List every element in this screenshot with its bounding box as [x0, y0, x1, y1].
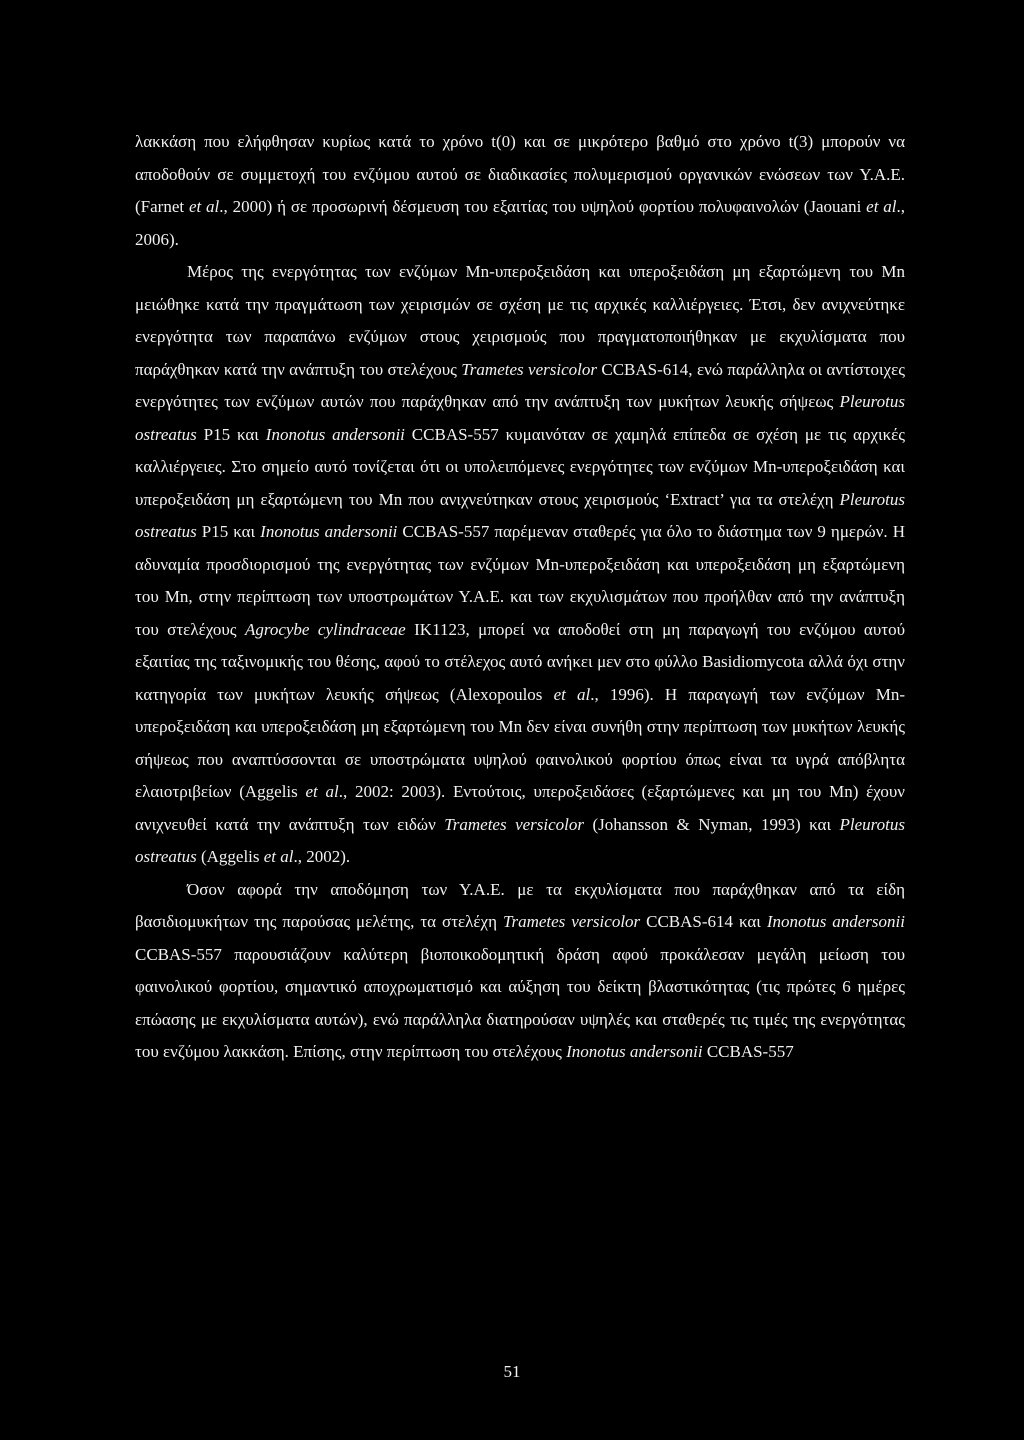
text-run: Μέρος της ενεργότητας των ενζύμων Mn-υπεροξειδάση και υπεροξειδάση μη εξαρτώμενη του Mn μειώθηκε κατά την πραγμάτωση των χειρισμών σε σχέση με τις αρχικές καλλιέργειες. Έτσι, δεν ανιχνεύτηκε ενεργότητα των παραπάνω ενζύμων στους χειρισμούς που πραγματοποιήθηκαν με εκχυλίσματα που παράχθηκαν κατά την ανάπτυξη του στελέχους	[135, 262, 905, 379]
text-run: CCBAS-557 κυμαινόταν σε χαμηλά επίπεδα σε σχέση με τις αρχικές καλλιέργειες. Στο σημείο αυτό τονίζεται ότι οι υπολειπόμενες ενεργότητες των ενζύμων Mn-υπεροξειδάση και υπεροξειδάση μη εξαρτώμενη του Mn που ανιχνεύτηκαν στους χειρισμούς ‘Extract’ για τα στελέχη	[135, 424, 905, 509]
italic-run: et al	[305, 782, 339, 801]
italic-run: Agrocybe cylindraceae	[244, 619, 406, 639]
text-run: (Johansson & Nyman, 1993) και	[584, 814, 840, 834]
text-run: IK1123, μπορεί να αποδοθεί στη μη παραγωγή του ενζύμου αυτού εξαιτίας της ταξινομικής του θέσης, αφού το στέλεχος αυτό ανήκει μεν στο φύλλο Basidiomycota αλλά όχι στην κατηγορία των μυκήτων λευκής σήψεως (Alexopoulos	[135, 619, 905, 704]
text-run: λακκάση που ελήφθησαν κυρίως κατά το χρόνο t(0) και σε μικρότερο βαθμό στο χρόνο t(3) μπορούν να αποδοθούν σε συμμετοχή του ενζύμου αυτού σε διαδικασίες πολυμερισμού οργανικών ενώσεων των Υ.Α.Ε. (Farnet	[135, 132, 905, 216]
italic-run: et al	[263, 847, 294, 866]
italic-run: Trametes versicolor	[461, 359, 597, 379]
paragraph-3	[135, 874, 905, 1069]
paragraph-1	[135, 126, 905, 256]
italic-run: Inonotus andersonii	[265, 424, 405, 444]
text-run: CCBAS-557 παρέμεναν σταθερές για όλο το διάστημα των 9 ημερών. Η αδυναμία προσδιορισμού της ενεργότητας των ενζύμων Mn-υπεροξειδάση και υπεροξειδάση μη εξαρτώμενη του Mn, στην περίπτωση των υποστρωμάτων Υ.Α.Ε. και των εκχυλισμάτων που προήλθαν από την ανάπτυξη του στελέχους	[135, 522, 905, 639]
italic-run: Pleurotus ostreatus	[135, 392, 905, 444]
text-run: ., 2000) ή σε προσωρινή δέσμευση του εξαιτίας του υψηλού φορτίου πολυφαινολών (Jaouani	[219, 197, 867, 216]
text-run: (Aggelis	[196, 847, 264, 866]
italic-run: et al	[188, 197, 220, 216]
text-run: CCBAS-557	[702, 1042, 794, 1061]
text-run: ., 2002: 2003). Εντούτοις, υπεροξειδάσες (εξαρτώμενες και μη του Mn) έχουν ανιχνευθεί κατά την ανάπτυξη των ειδών	[135, 782, 905, 834]
italic-run: Inonotus andersonii	[766, 912, 905, 931]
text-run: CCBAS-557 παρουσιάζουν καλύτερη βιοποικοδομητική δράση αφού προκάλεσαν μεγάλη μείωση του φαινολικού φορτίου, σημαντικό αποχρωματισμό και αύξηση του δείκτη βλαστικότητας (τις πρώτες 6 ημέρες επώασης με εκχυλίσματα αυτών), ενώ παράλληλα διατηρούσαν υψηλές και σταθερές τις τιμές της ενεργότητας του ενζύμου λακκάση. Επίσης, στην περίπτωση του στελέχους	[135, 944, 905, 1061]
paragraph-2	[135, 256, 905, 874]
italic-run: Trametes versicolor	[502, 912, 641, 931]
text-run: ., 2002).	[293, 847, 351, 866]
text-run: CCBAS-614 και	[640, 912, 767, 931]
text-run: ., 1996). Η παραγωγή των ενζύμων Mn-υπεροξειδάση και υπεροξειδάση μη εξαρτώμενη του Mn δεν είναι συνήθη στην περίπτωση των μυκήτων λευκής σήψεως που αναπτύσσονται σε υποστρώματα υψηλού φαινολικού φορτίου όπως είναι τα υγρά απόβλητα ελαιοτριβείων (Aggelis	[135, 684, 905, 801]
page-number: 51	[503, 1362, 521, 1381]
text-run: P15 και	[196, 522, 261, 541]
text-run: Όσον αφορά την αποδόμηση των Υ.Α.Ε. με τα εκχυλίσματα που παράχθηκαν από τα είδη βασιδιομυκήτων της παρούσας μελέτης, τα στελέχη	[135, 879, 905, 931]
italic-run: Pleurotus ostreatus	[135, 814, 905, 866]
text-run: CCBAS-614, ενώ παράλληλα οι αντίστοιχες ενεργότητες των ενζύμων αυτών που παράχθηκαν από την ανάπτυξη των μυκήτων λευκής σήψεως	[135, 359, 905, 411]
text-run: P15 και	[196, 424, 266, 444]
italic-run: Inonotus andersonii	[260, 522, 398, 541]
text-run: ., 2006).	[135, 197, 905, 249]
body-text	[135, 126, 905, 1069]
italic-run: Inonotus andersonii	[566, 1042, 703, 1061]
italic-run: et al	[866, 197, 897, 216]
italic-run: et al	[553, 684, 591, 704]
italic-run: Pleurotus ostreatus	[135, 489, 905, 541]
italic-run: Trametes versicolor	[444, 814, 584, 834]
